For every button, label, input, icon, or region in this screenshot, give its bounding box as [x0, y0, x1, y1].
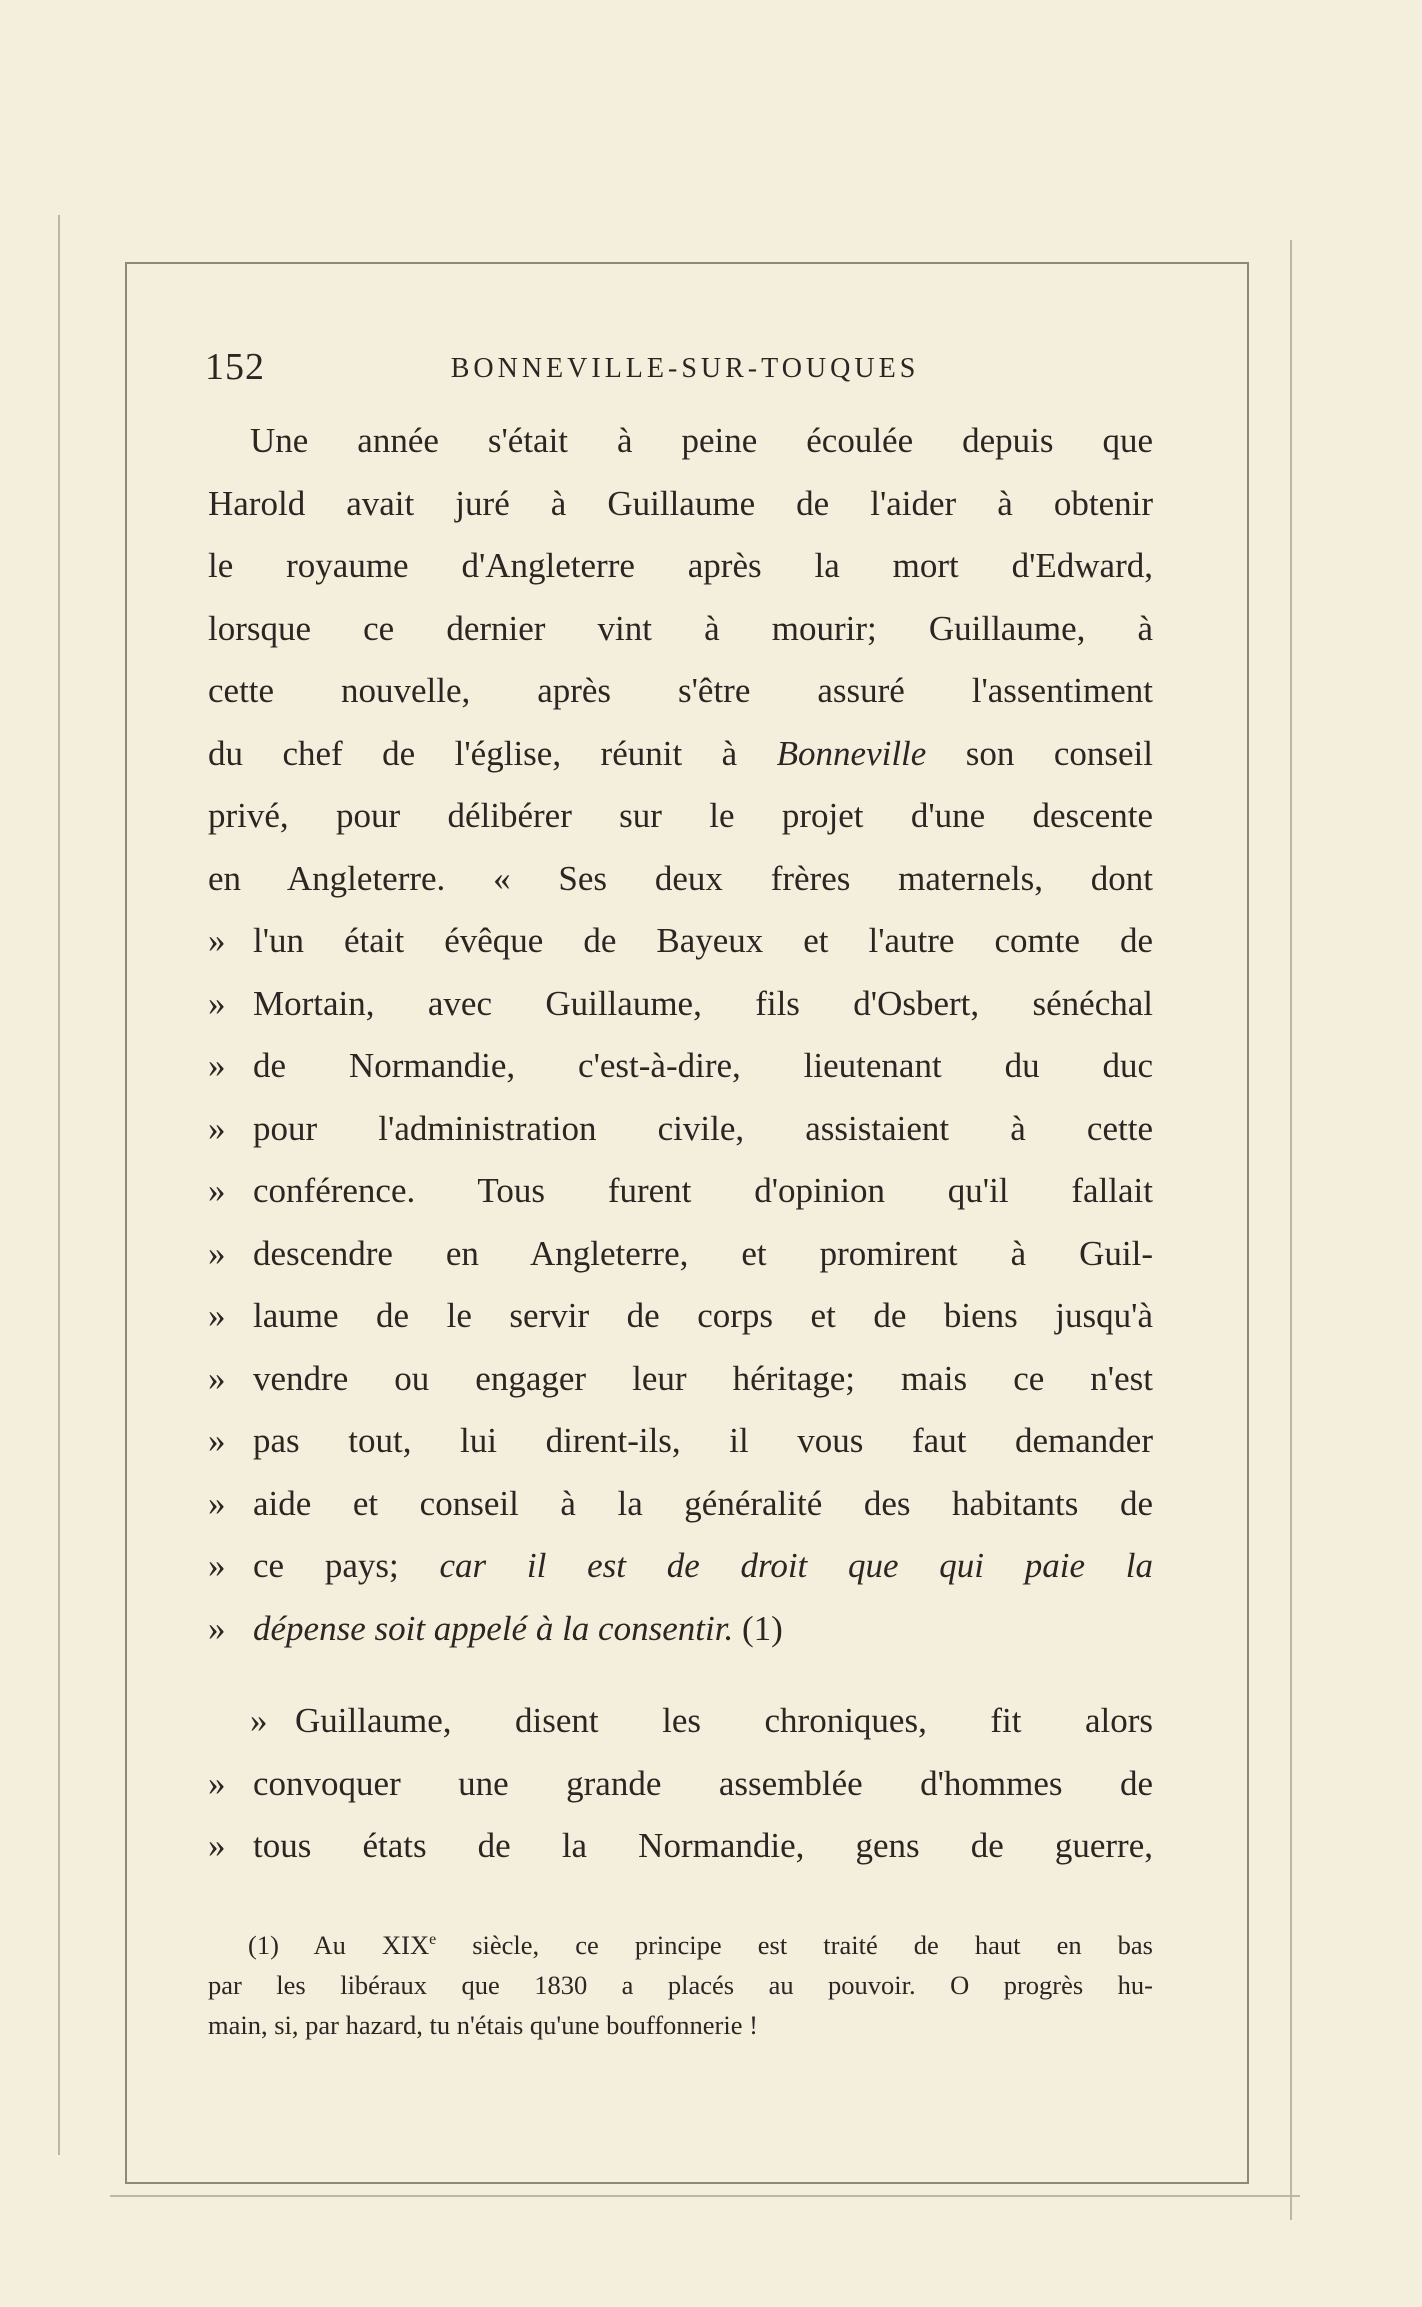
place-name-italic: Bonneville — [776, 733, 927, 773]
text-run: de Normandie, c'est-à-dire, lieutenant du duc — [253, 1046, 1153, 1085]
running-head — [205, 345, 1165, 395]
text-run: convoquer une grande assemblée d'hommes de — [253, 1763, 1153, 1803]
text-line: privé, pour délibérer sur le projet d'une descente — [208, 796, 1153, 835]
text-run: aide et conseil à la généralité des habitants de — [253, 1483, 1153, 1523]
running-title: BONNEVILLE-SUR-TOUQUES — [450, 353, 920, 384]
text-run: du chef de l'église, réunit à — [208, 733, 738, 773]
superscript: e — [429, 1931, 437, 1949]
text-line: Une année s'était à peine écoulée depuis que — [250, 421, 1153, 460]
page-number: 152 — [205, 346, 265, 388]
page-edge-left — [58, 215, 60, 2155]
quote-mark: » — [208, 1108, 226, 1148]
body-text — [208, 410, 1153, 1878]
text-line: cette nouvelle, après s'être assuré l'assentiment — [208, 671, 1153, 710]
quoted-line — [208, 973, 1153, 1036]
text-line: Harold avait juré à Guillaume de l'aider à obtenir — [208, 483, 1153, 523]
quote-mark: » — [208, 1171, 226, 1210]
paragraph-gap — [208, 1660, 1153, 1690]
quote-mark: » — [208, 1421, 226, 1460]
italic-quote: dépense soit appelé à la consentir. — [253, 1608, 734, 1648]
quoted-line — [208, 1035, 1153, 1098]
quote-mark: » — [208, 921, 226, 960]
page-edge-bottom — [110, 2195, 1300, 2197]
text-run: pour l'administration civile, assistaient à cette — [253, 1108, 1153, 1148]
footnote-line: par les libéraux que 1830 a placés au pouvoir. O progrès hu- — [208, 1970, 1153, 2000]
quoted-line — [208, 1815, 1153, 1878]
footnote-line — [208, 1925, 1153, 1965]
quote-mark: » — [208, 1826, 226, 1865]
quote-mark: » — [208, 1763, 226, 1803]
footnote-marker: (1) — [248, 1930, 279, 1960]
page-edge-right — [1290, 240, 1292, 2220]
text-run: Mortain, avec Guillaume, fils d'Osbert, sénéchal — [253, 983, 1153, 1023]
text-run: Guillaume, disent les chroniques, fit alors — [295, 1701, 1153, 1740]
footnote — [208, 1925, 1153, 2045]
text-run: tous états de la Normandie, gens de guerre, — [253, 1826, 1153, 1865]
text-run: descendre en Angleterre, et promirent à Guil- — [253, 1233, 1153, 1273]
quoted-line — [208, 1598, 1153, 1661]
quoted-line — [208, 1348, 1153, 1411]
quoted-line — [208, 1473, 1153, 1536]
quoted-line — [208, 910, 1153, 973]
text-run: l'un était évêque de Bayeux et l'autre comte de — [253, 921, 1153, 960]
text-run: son conseil — [965, 733, 1154, 773]
text-run: conférence. Tous furent d'opinion qu'il fallait — [253, 1171, 1153, 1210]
quote-mark: » — [208, 1483, 226, 1523]
quote-mark: » — [208, 1296, 226, 1335]
quote-mark: » — [208, 1046, 226, 1085]
quote-mark: » — [208, 1546, 226, 1585]
text-run: laume de le servir de corps et de biens jusqu'à — [253, 1296, 1153, 1335]
text-run: pas tout, lui dirent-ils, il vous faut demander — [253, 1421, 1153, 1460]
quote-mark: » — [208, 1233, 226, 1273]
text-run: siècle, ce principe est traité de haut en bas — [472, 1930, 1153, 1960]
footnote-line: main, si, par hazard, tu n'étais qu'une bouffonnerie ! — [208, 2010, 758, 2040]
quoted-line — [208, 1285, 1153, 1348]
quoted-line — [208, 1753, 1153, 1816]
quoted-line — [208, 1098, 1153, 1161]
text-line: lorsque ce dernier vint à mourir; Guillaume, à — [208, 608, 1153, 648]
quote-mark: » — [208, 983, 226, 1023]
quote-mark: » — [250, 1701, 268, 1740]
quoted-line — [208, 1160, 1153, 1223]
text-run: ce pays; — [253, 1546, 399, 1585]
footnote-ref: (1) — [741, 1608, 783, 1648]
text-run: Au XIX — [313, 1930, 430, 1960]
text-line — [208, 723, 1153, 786]
quoted-line — [208, 1535, 1153, 1598]
text-run: vendre ou engager leur héritage; mais ce n'est — [253, 1358, 1153, 1398]
text-line: en Angleterre. « Ses deux frères maternels, dont — [208, 858, 1153, 898]
quoted-line — [208, 1690, 1153, 1753]
quote-mark: » — [208, 1608, 226, 1648]
quote-mark: » — [208, 1358, 226, 1398]
quoted-line — [208, 1410, 1153, 1473]
italic-quote: car il est de droit que qui paie la — [439, 1546, 1154, 1585]
text-line: le royaume d'Angleterre après la mort d'Edward, — [208, 546, 1153, 585]
quoted-line — [208, 1223, 1153, 1286]
